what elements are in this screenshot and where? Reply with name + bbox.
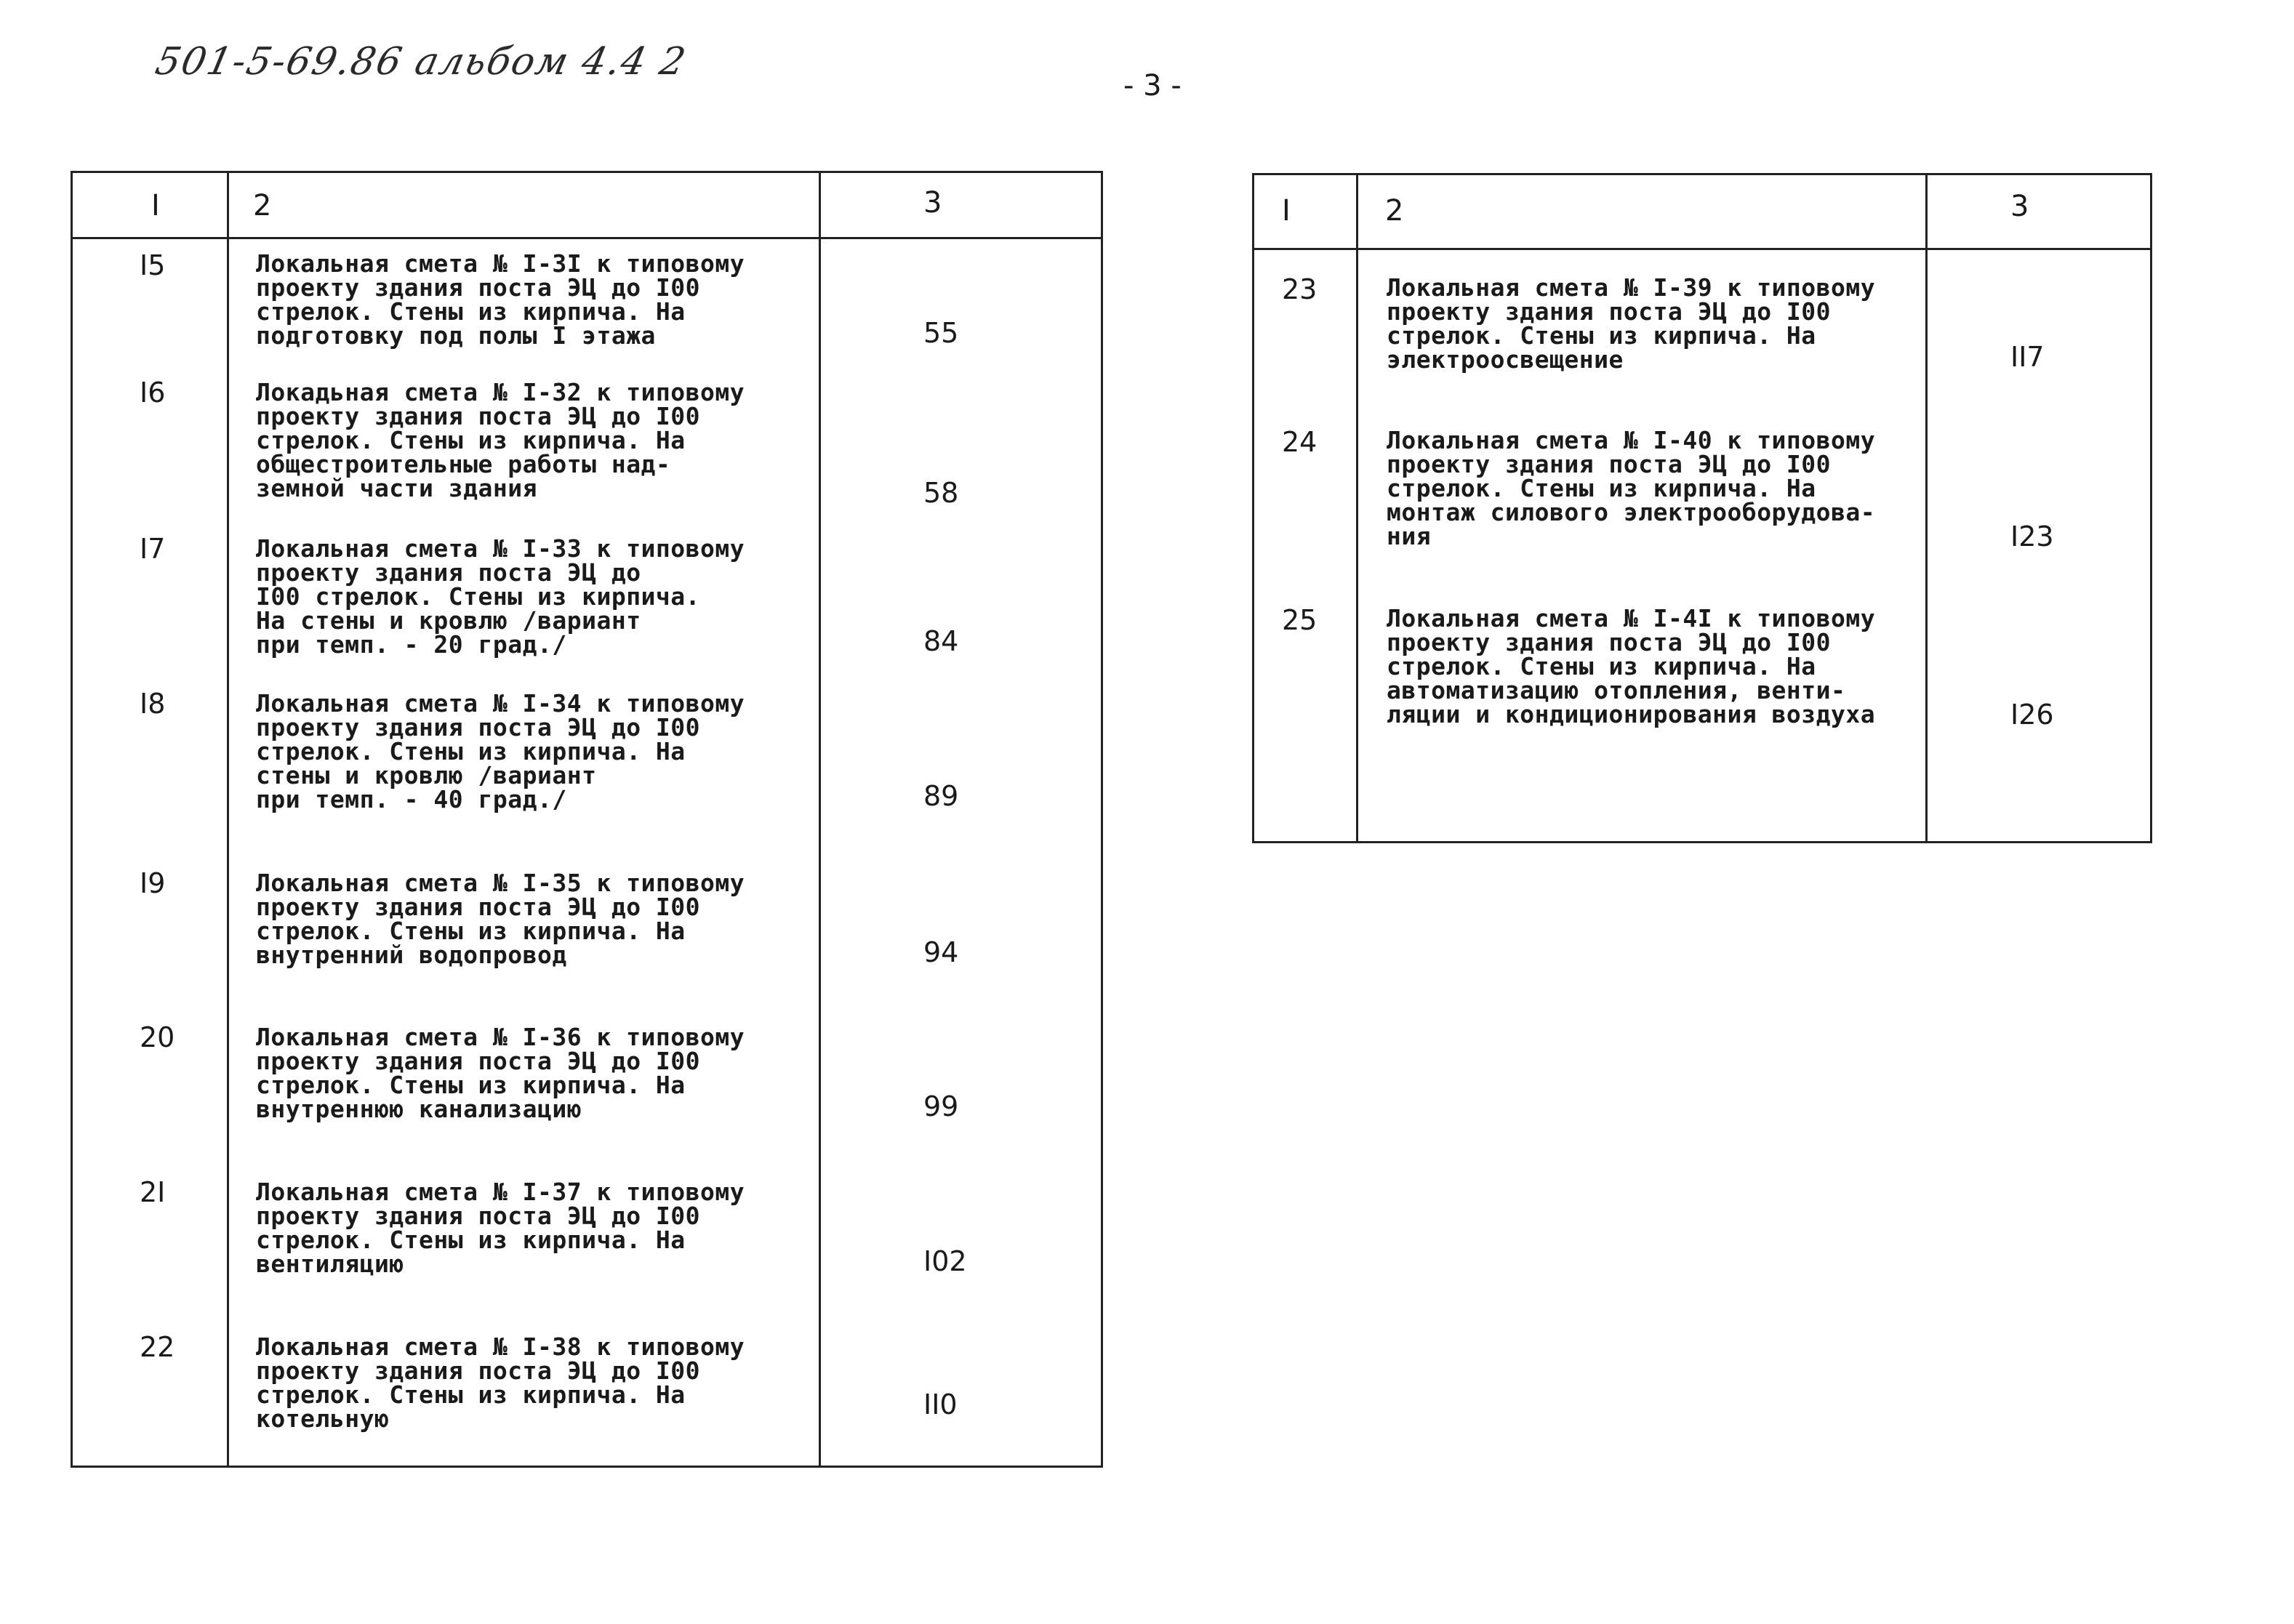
table-row-description: Локальная смета № I-40 к типовому проекту здания поста ЭЦ до I00 стрелок. Стены из кирпича. На монтаж силового электрооборудова- ния (1387, 426, 1876, 550)
right-header-col2: 2 (1385, 194, 1404, 228)
left-header-col2: 2 (253, 189, 272, 222)
right-table-divider-1 (1356, 175, 1358, 841)
left-header-col1: I (151, 189, 160, 222)
table-row-page: I02 (923, 1245, 967, 1277)
table-row-description: Локальная смета № I-4I к типовому проекту здания поста ЭЦ до I00 стрелок. Стены из кирпича. На автоматизацию отопления, венти- ляции и кондиционирования воздуха (1387, 604, 1876, 728)
table-row-number: 22 (140, 1331, 175, 1363)
table-row-number: I6 (140, 377, 166, 409)
table-row-page: I23 (2010, 520, 2054, 552)
table-row-description: Локальная смета № I-33 к типовому проекту здания поста ЭЦ до I00 стрелок. Стены из кирпича. На стены и кровлю /вариант при темп. - 20 град./ (256, 534, 745, 659)
table-row-number: I5 (140, 249, 166, 281)
table-row-page: 89 (923, 780, 959, 812)
table-row-number: I7 (140, 533, 166, 565)
table-row-description: Локальная смета № I-3I к типовому проекту здания поста ЭЦ до I00 стрелок. Стены из кирпича. На подготовку под полы I этажа (256, 249, 745, 350)
left-table (71, 171, 1103, 1468)
table-row-description: Локальная смета № I-34 к типовому проекту здания поста ЭЦ до I00 стрелок. Стены из кирпича. На стены и кровлю /вариант при темп. - 40 град./ (256, 689, 745, 813)
left-table-divider-2 (819, 173, 821, 1466)
table-row-number: 24 (1282, 426, 1318, 458)
table-row-number: I9 (140, 867, 166, 899)
left-table-header-rule (73, 237, 1101, 239)
table-row-page: II0 (923, 1388, 958, 1420)
table-row-page: 58 (923, 477, 959, 509)
table-row-number: 20 (140, 1021, 175, 1053)
table-row-description: Локальная смета № I-36 к типовому проекту здания поста ЭЦ до I00 стрелок. Стены из кирпича. На внутреннюю канализацию (256, 1023, 745, 1123)
table-row-description: Локальная смета № I-35 к типовому проекту здания поста ЭЦ до I00 стрелок. Стены из кирпича. На внутренний водопровод (256, 869, 745, 969)
right-header-col1: I (1282, 194, 1291, 228)
left-header-col3: 3 (923, 186, 942, 220)
handwritten-album-note: 501-5-69.86 альбом 4.4 2 (151, 40, 691, 84)
table-row-page: 55 (923, 317, 959, 349)
table-row-description: Локальная смета № I-39 к типовому проекту здания поста ЭЦ до I00 стрелок. Стены из кирпича. На электроосвещение (1387, 273, 1876, 374)
right-header-col3: 3 (2010, 190, 2029, 223)
right-table (1252, 173, 2152, 843)
table-row-number: 2I (140, 1176, 166, 1208)
table-row-page: 94 (923, 936, 959, 968)
table-row-page: I26 (2010, 699, 2054, 731)
table-row-number: 23 (1282, 273, 1318, 305)
right-table-header-rule (1254, 248, 2150, 250)
table-row-description: Локадьная смета № I-32 к типовому проекту здания поста ЭЦ до I00 стрелок. Стены из кирпича. На общестроительные работы над- земной части здания (256, 378, 745, 502)
table-row-page: II7 (2010, 341, 2045, 373)
table-row-number: 25 (1282, 604, 1318, 636)
table-row-page: 84 (923, 625, 959, 657)
table-row-description: Локальная смета № I-37 к типовому проекту здания поста ЭЦ до I00 стрелок. Стены из кирпича. На вентиляцию (256, 1178, 745, 1278)
page-number: - 3 - (1123, 69, 1182, 102)
table-row-number: I8 (140, 688, 166, 720)
left-table-divider-1 (227, 173, 229, 1466)
table-row-description: Локальная смета № I-38 к типовому проекту здания поста ЭЦ до I00 стрелок. Стены из кирпича. На котельную (256, 1332, 745, 1433)
right-table-divider-2 (1925, 175, 1928, 841)
table-row-page: 99 (923, 1090, 959, 1122)
